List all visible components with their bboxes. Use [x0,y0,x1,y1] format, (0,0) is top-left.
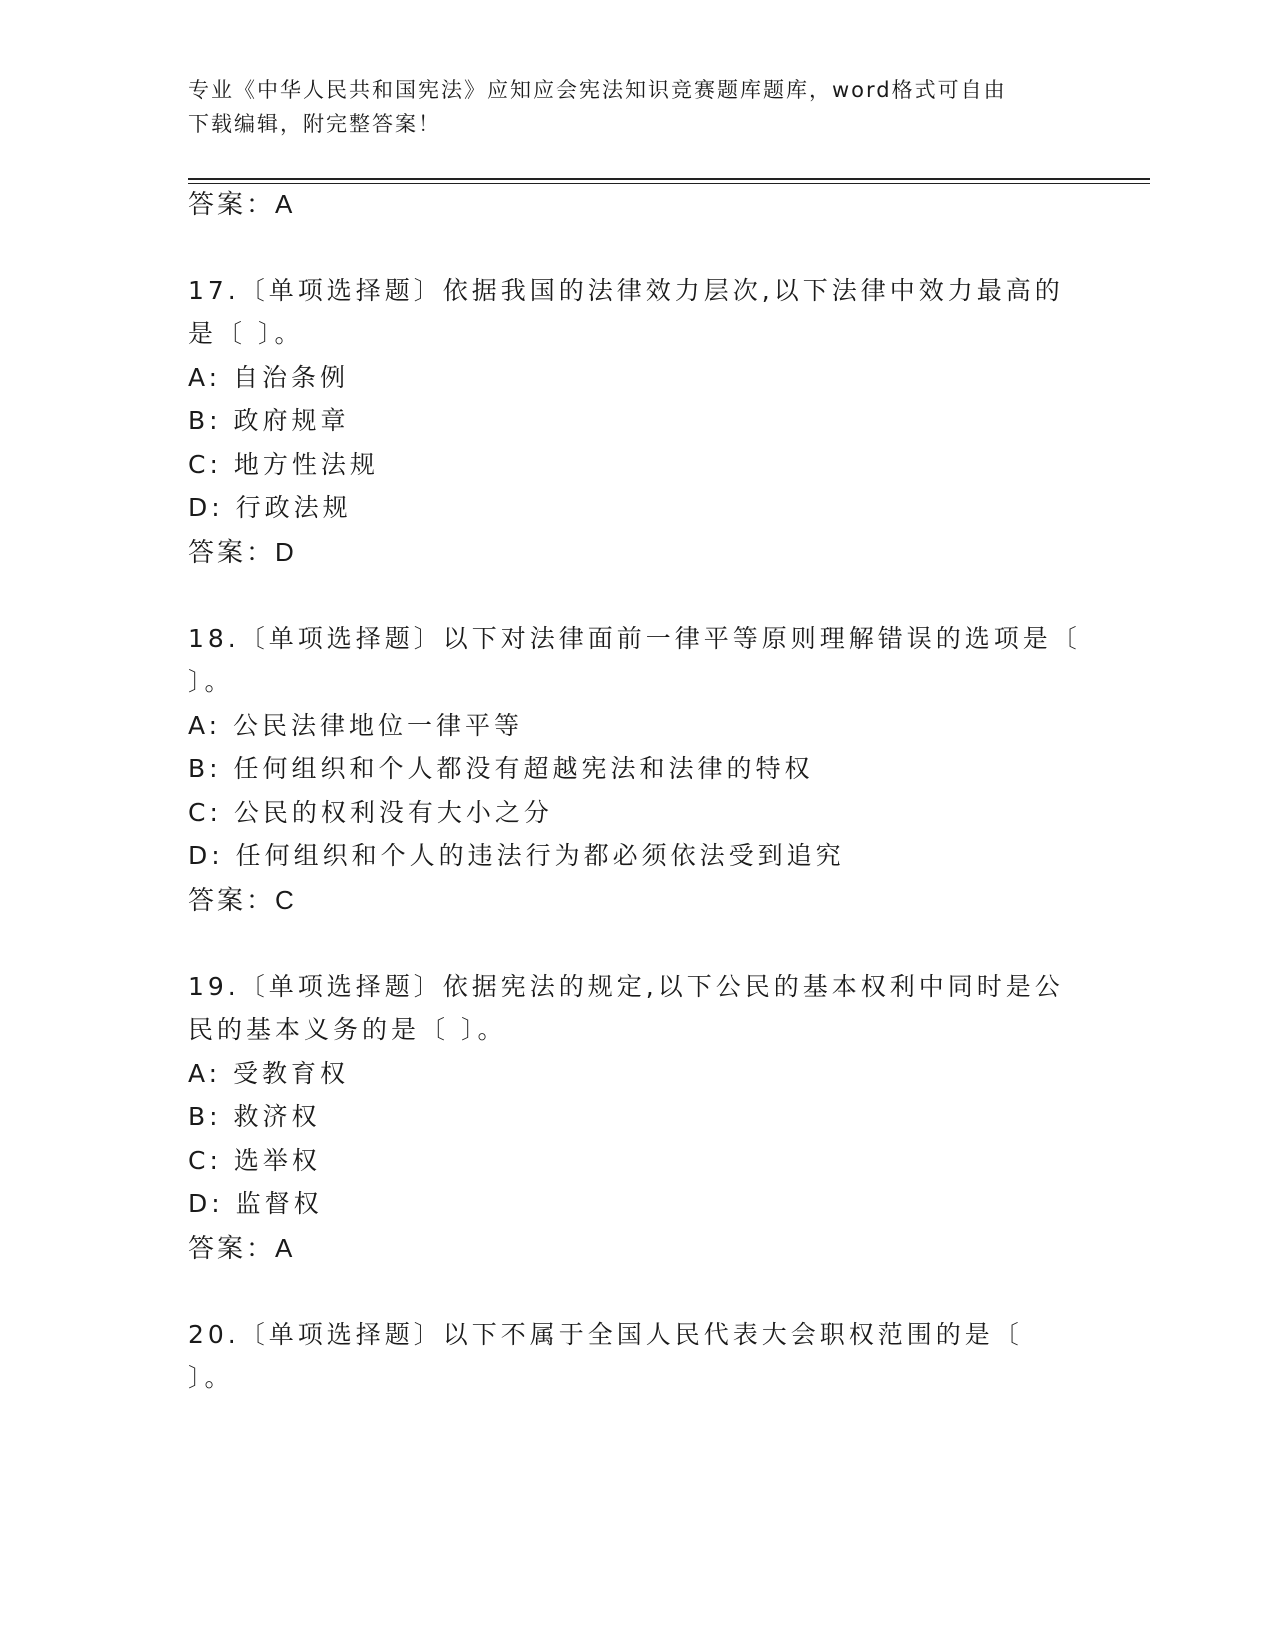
question-19-text-line-1: 19.〔单项选择题〕依据宪法的规定,以下公民的基本权利中同时是公 [188,972,1064,1001]
question-18-option-c: C: 公民的权利没有大小之分 [188,798,553,827]
answer-18: 答案：C [188,885,297,915]
question-17-option-b: B: 政府规章 [188,406,350,435]
header-line-2: 下载编辑，附完整答案！ [188,112,441,136]
question-17-option-d: D: 行政法规 [188,493,352,522]
question-17-text-line-1: 17.〔单项选择题〕依据我国的法律效力层次,以下法律中效力最高的 [188,276,1064,305]
question-19-option-b: B: 救济权 [188,1102,321,1131]
answer-17: 答案：D [188,537,297,567]
answer-16: 答案：A [188,189,296,219]
header-line-1: 专业《中华人民共和国宪法》应知应会宪法知识竞赛题库题库，word格式可自由 [188,78,1007,102]
header-divider-thick [188,178,1150,180]
answer-19: 答案：A [188,1233,296,1263]
question-20-text-line-2: 〕。 [188,1363,234,1392]
question-20-text-line-1: 20.〔单项选择题〕以下不属于全国人民代表大会职权范围的是〔 [188,1320,1023,1349]
question-19-option-d: D: 监督权 [188,1189,323,1218]
question-18-option-a: A: 公民法律地位一律平等 [188,711,524,740]
question-18-option-d: D: 任何组织和个人的违法行为都必须依法受到追究 [188,841,845,870]
question-18-text-line-1: 18.〔单项选择题〕以下对法律面前一律平等原则理解错误的选项是〔 [188,624,1081,653]
question-17-text-line-2: 是〔 〕。 [188,319,304,348]
question-19-option-c: C: 选举权 [188,1146,321,1175]
question-18-option-b: B: 任何组织和个人都没有超越宪法和法律的特权 [188,754,814,783]
question-19-option-a: A: 受教育权 [188,1059,350,1088]
question-17-option-c: C: 地方性法规 [188,450,379,479]
question-18-text-line-2: 〕。 [188,667,234,696]
question-17-option-a: A: 自治条例 [188,363,350,392]
question-19-text-line-2: 民的基本义务的是〔 〕。 [188,1015,507,1044]
document-header [188,73,1088,141]
header-divider-thin [188,183,1150,184]
